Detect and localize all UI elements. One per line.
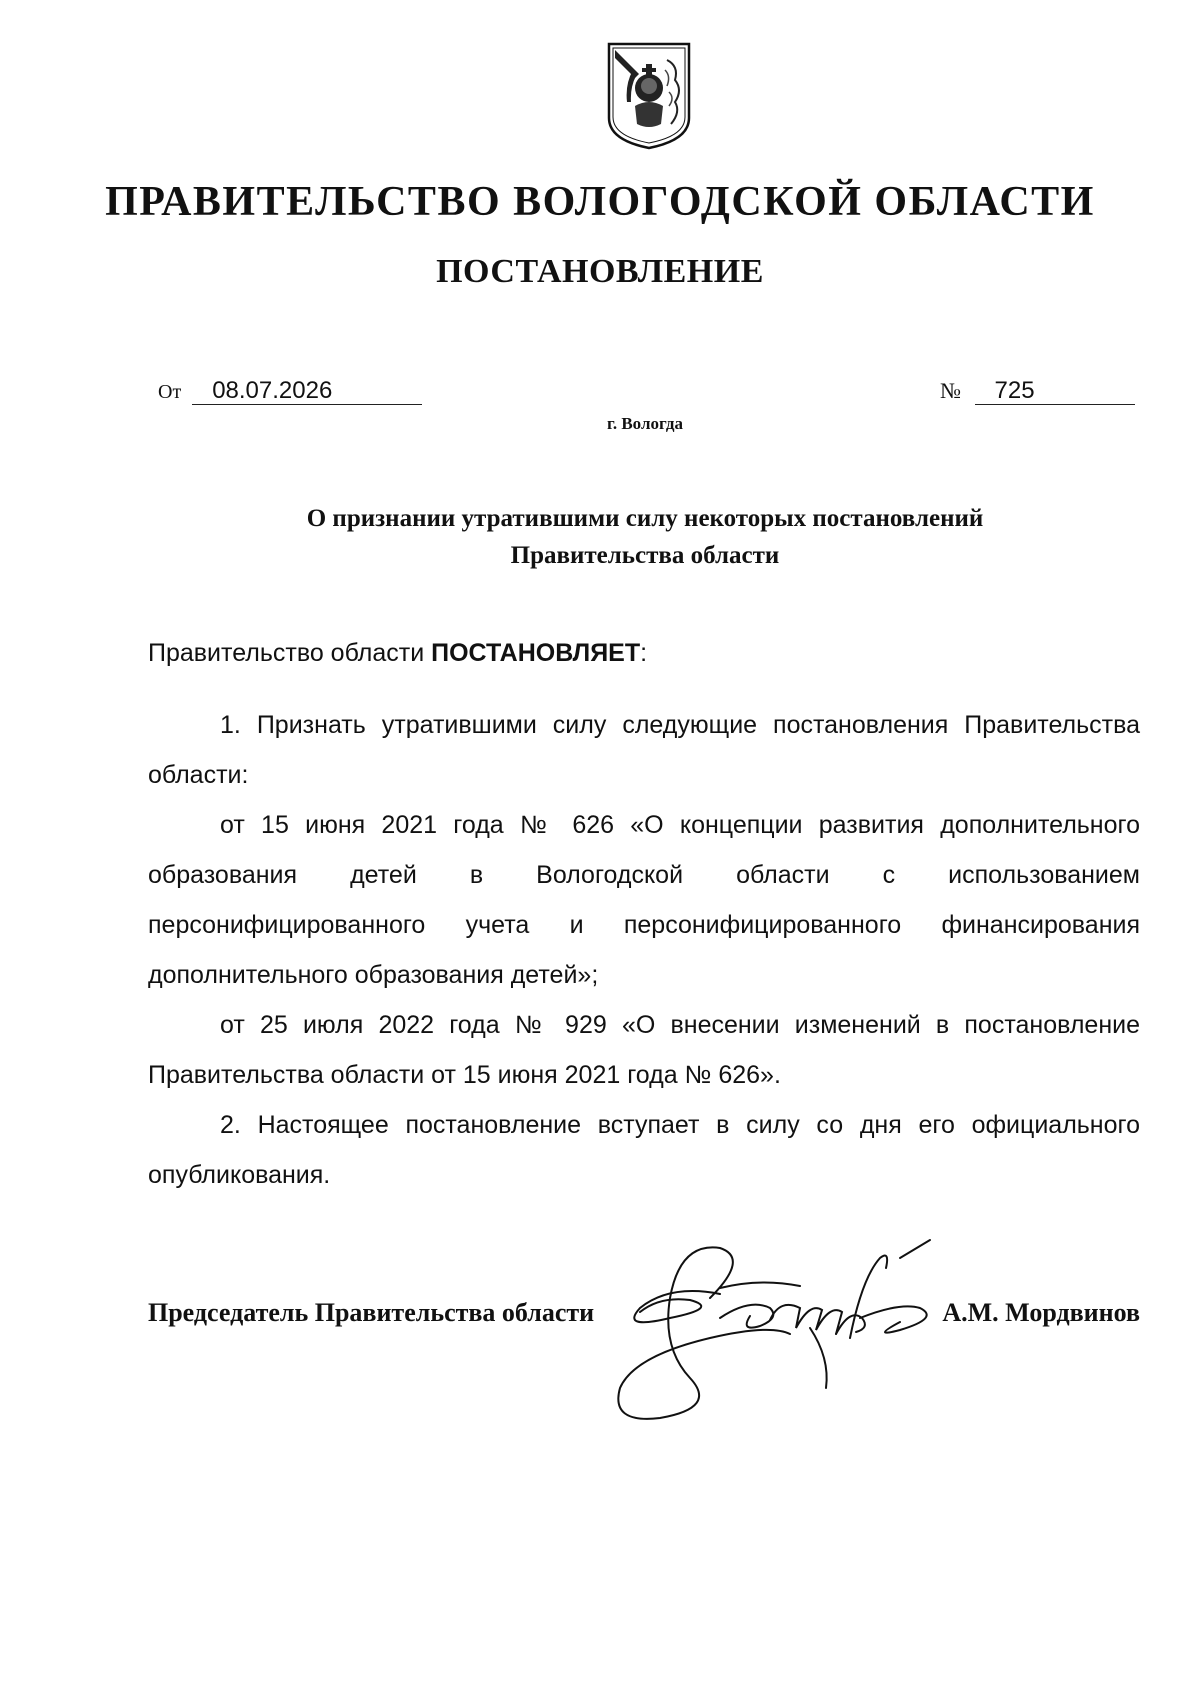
- intro-paragraph: [148, 628, 1140, 678]
- subject-line-2: Правительства области: [510, 542, 780, 569]
- paragraph-1-item-b: от 25 июля 2022 года № 929 «О внесении изменений в постановление Правительства области от 15 июня 2021 года № 626».: [148, 1011, 1140, 1089]
- subject-line-1: О признании утратившими силу некоторых постановлений: [306, 505, 984, 532]
- document-subject: [0, 500, 1200, 574]
- city-label: г. Вологда: [607, 414, 683, 433]
- intro-resolves: ПОСТАНОВЛЯЕТ: [431, 639, 641, 667]
- document-type: ПОСТАНОВЛЕНИЕ: [436, 253, 764, 290]
- signatory-position: Председатель Правительства области: [148, 1298, 595, 1327]
- government-title: ПРАВИТЕЛЬСТВО ВОЛОГОДСКОЙ ОБЛАСТИ: [105, 179, 1095, 225]
- intro-text: Правительство области: [148, 639, 432, 667]
- paragraph-2: 2. Настоящее постановление вступает в силу со дня его официального опубликования.: [148, 1111, 1140, 1189]
- date-field: [158, 378, 422, 405]
- paragraph-1-item-a: от 15 июня 2021 года № 626 «О концепции развития дополнительного образования детей в Вологодской области с использованием персонифицированного учета и персонифицированного финансирования дополнительного образования детей»;: [148, 811, 1140, 989]
- document-body: [148, 628, 1140, 1200]
- number-value: 725: [975, 378, 1135, 405]
- intro-colon: :: [640, 639, 648, 667]
- handwritten-signature-icon: [600, 1238, 970, 1428]
- number-prefix: №: [940, 378, 961, 403]
- date-value: 08.07.2026: [192, 378, 422, 405]
- signatory-name: А.М. Мордвинов: [942, 1298, 1140, 1327]
- coat-of-arms-icon: [605, 40, 693, 152]
- date-prefix: От: [158, 381, 182, 403]
- number-field: [940, 378, 1135, 405]
- paragraph-1: 1. Признать утратившими силу следующие постановления Правительства области:: [148, 711, 1140, 789]
